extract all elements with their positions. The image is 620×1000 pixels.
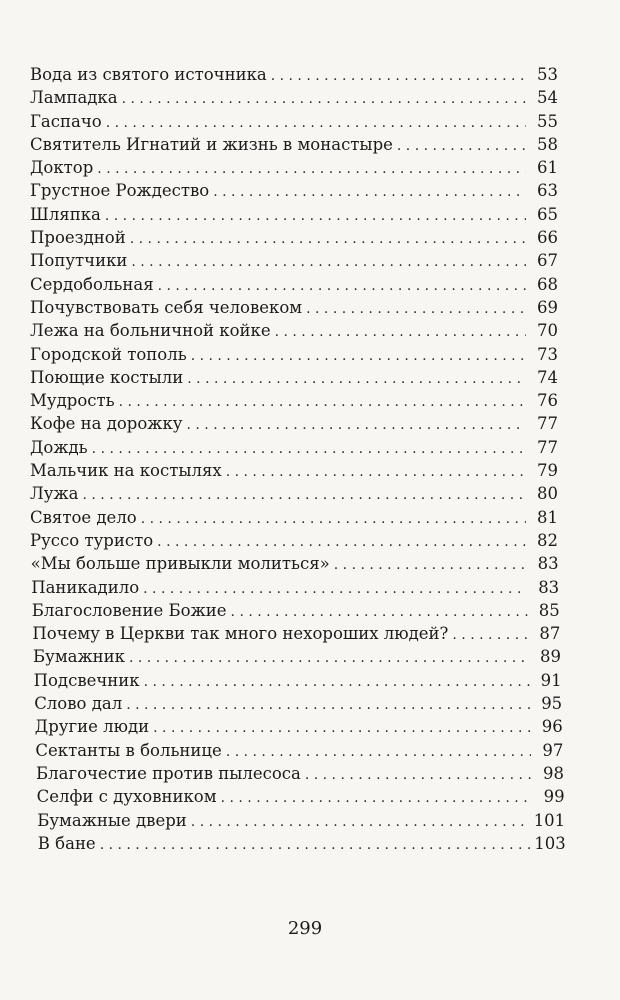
toc-leader-dots <box>271 65 526 88</box>
table-of-contents <box>30 63 566 855</box>
toc-leader-dots <box>187 414 527 437</box>
toc-leader-dots <box>153 717 531 740</box>
toc-entry <box>31 552 559 575</box>
toc-entry-title: Попутчики <box>30 251 128 271</box>
toc-entry-title: Поющие костыли <box>30 367 184 387</box>
toc-entry <box>30 482 558 505</box>
toc-entry-title: Святитель Игнатий и жизнь в монастыре <box>30 134 393 154</box>
toc-entry <box>34 669 562 692</box>
toc-leader-dots <box>187 368 526 391</box>
toc-leader-dots <box>83 484 527 507</box>
toc-entry-page: 69 <box>537 297 558 317</box>
toc-entry <box>37 785 565 808</box>
toc-entry-page: 83 <box>538 577 560 597</box>
toc-entry-title: Грустное Рождество <box>30 181 210 201</box>
toc-leader-dots <box>143 578 527 601</box>
toc-entry <box>30 249 558 272</box>
toc-entry <box>30 389 558 412</box>
toc-entry-page: 96 <box>541 717 563 737</box>
toc-entry-page: 67 <box>537 251 558 271</box>
toc-leader-dots <box>397 135 526 158</box>
toc-entry-page: 63 <box>537 181 558 201</box>
toc-entry-title: Лежа на больничной койке <box>30 321 271 341</box>
toc-entry-title: Почему в Церкви так много нехороших людей? <box>32 624 449 644</box>
toc-leader-dots <box>191 811 530 834</box>
toc-entry-title: Гаспачо <box>30 111 102 131</box>
toc-leader-dots <box>144 671 530 694</box>
toc-entry-title: Лужа <box>30 484 79 504</box>
toc-entry-page: 101 <box>533 810 566 830</box>
toc-entry-title: Почувствовать себя человеком <box>30 297 303 317</box>
toc-entry-title: «Мы больше привыкли молиться» <box>30 554 330 574</box>
toc-leader-dots <box>305 764 532 787</box>
toc-leader-dots <box>158 275 526 298</box>
toc-entry-title: Святое дело <box>30 507 137 527</box>
toc-entry-title: Селфи с духовником <box>36 787 217 807</box>
toc-entry-title: Кофе на дорожку <box>30 414 183 434</box>
toc-entry-title: Благочестие против пылесоса <box>36 763 301 783</box>
toc-entry-page: 103 <box>534 833 566 853</box>
page-number: 299 <box>287 918 323 939</box>
toc-entry <box>30 226 558 249</box>
toc-entry-page: 95 <box>541 694 563 714</box>
toc-entry <box>36 762 564 785</box>
toc-entry-title: Вода из святого источника <box>30 65 267 84</box>
toc-leader-dots <box>129 647 529 670</box>
toc-leader-dots <box>126 694 530 717</box>
toc-leader-dots <box>221 787 533 810</box>
toc-leader-dots <box>452 624 528 647</box>
toc-entry-page: 89 <box>540 647 561 667</box>
toc-leader-dots <box>97 158 526 181</box>
toc-entry-page: 73 <box>537 344 558 364</box>
toc-leader-dots <box>213 181 526 204</box>
toc-leader-dots <box>141 508 526 531</box>
toc-leader-dots <box>100 834 531 857</box>
toc-entry-title: Бумажник <box>33 647 125 667</box>
toc-entry-page: 54 <box>537 88 558 108</box>
toc-entry <box>30 179 558 202</box>
toc-entry-title: Паникадило <box>31 577 140 597</box>
toc-entry-page: 61 <box>537 158 558 178</box>
toc-leader-dots <box>275 321 526 344</box>
toc-leader-dots <box>306 298 526 321</box>
toc-leader-dots <box>334 554 527 577</box>
toc-entry-page: 85 <box>538 600 560 620</box>
toc-leader-dots <box>92 438 526 461</box>
toc-entry-page: 77 <box>537 437 558 457</box>
toc-entry-title: Другие люди <box>34 717 150 737</box>
toc-entry <box>33 645 561 668</box>
toc-entry-title: Благословение Божие <box>31 600 227 620</box>
toc-leader-dots <box>231 601 528 624</box>
toc-leader-dots <box>106 112 526 135</box>
toc-leader-dots <box>191 345 526 368</box>
toc-entry-page: 80 <box>537 484 558 504</box>
toc-entry <box>35 739 563 762</box>
toc-entry <box>30 412 558 435</box>
toc-entry-page: 70 <box>537 321 558 341</box>
toc-entry-title: Сердобольная <box>30 274 154 294</box>
toc-leader-dots <box>226 741 532 764</box>
toc-entry <box>30 133 558 156</box>
toc-entry <box>30 436 558 459</box>
toc-entry-title: Подсвечник <box>33 670 140 690</box>
toc-entry <box>30 529 558 552</box>
toc-leader-dots <box>119 391 526 414</box>
toc-entry <box>30 63 558 86</box>
toc-entry-page: 91 <box>540 670 562 690</box>
toc-entry-title: Мудрость <box>30 391 115 411</box>
toc-entry <box>31 576 559 599</box>
toc-entry <box>30 366 558 389</box>
toc-entry <box>30 203 558 226</box>
toc-entry <box>30 296 558 319</box>
toc-entry <box>38 832 566 855</box>
toc-entry <box>32 599 560 622</box>
toc-entry <box>34 692 562 715</box>
toc-entry-page: 82 <box>537 530 558 550</box>
toc-entry-title: В бане <box>37 833 96 853</box>
toc-leader-dots <box>131 251 526 274</box>
toc-entry <box>30 319 558 342</box>
toc-entry <box>37 809 565 832</box>
toc-entry-title: Бумажные двери <box>37 810 187 830</box>
toc-entry-page: 68 <box>537 274 558 294</box>
toc-entry-page: 83 <box>537 554 559 574</box>
toc-entry <box>30 459 558 482</box>
toc-entry-page: 76 <box>537 391 558 411</box>
toc-entry-page: 98 <box>543 763 564 783</box>
toc-entry <box>30 506 558 529</box>
toc-entry-page: 58 <box>537 134 558 154</box>
toc-entry-page: 87 <box>539 624 561 644</box>
toc-entry <box>30 343 558 366</box>
toc-entry-page: 66 <box>537 228 558 248</box>
toc-entry-page: 53 <box>537 65 558 84</box>
toc-entry-page: 65 <box>537 204 558 224</box>
toc-entry-page: 79 <box>537 461 558 481</box>
toc-entry-title: Мальчик на костылях <box>30 461 222 481</box>
toc-entry-title: Доктор <box>30 158 94 178</box>
toc-entry-page: 97 <box>542 740 564 760</box>
toc-leader-dots <box>226 461 526 484</box>
toc-leader-dots <box>122 88 526 111</box>
toc-entry-page: 74 <box>537 367 558 387</box>
toc-entry-page: 99 <box>543 787 565 807</box>
toc-entry-title: Руссо туристо <box>30 530 154 550</box>
toc-entry-title: Проездной <box>30 228 126 248</box>
toc-leader-dots <box>105 205 526 228</box>
toc-entry-title: Городской тополь <box>30 344 187 364</box>
toc-entry-title: Слово дал <box>34 694 123 714</box>
toc-entry-title: Дождь <box>30 437 88 457</box>
toc-leader-dots <box>130 228 526 251</box>
toc-entry-page: 81 <box>537 507 558 527</box>
toc-entry-title: Сектанты в больнице <box>35 740 222 760</box>
toc-entry <box>30 273 558 296</box>
toc-entry <box>30 156 558 179</box>
toc-leader-dots <box>157 531 526 554</box>
toc-entry-page: 77 <box>537 414 558 434</box>
toc-entry <box>35 715 563 738</box>
toc-entry <box>32 622 560 645</box>
toc-entry-title: Лампадка <box>30 88 118 108</box>
toc-entry-title: Шляпка <box>30 204 101 224</box>
toc-entry <box>30 86 558 109</box>
toc-entry-page: 55 <box>537 111 558 131</box>
toc-entry <box>30 110 558 133</box>
